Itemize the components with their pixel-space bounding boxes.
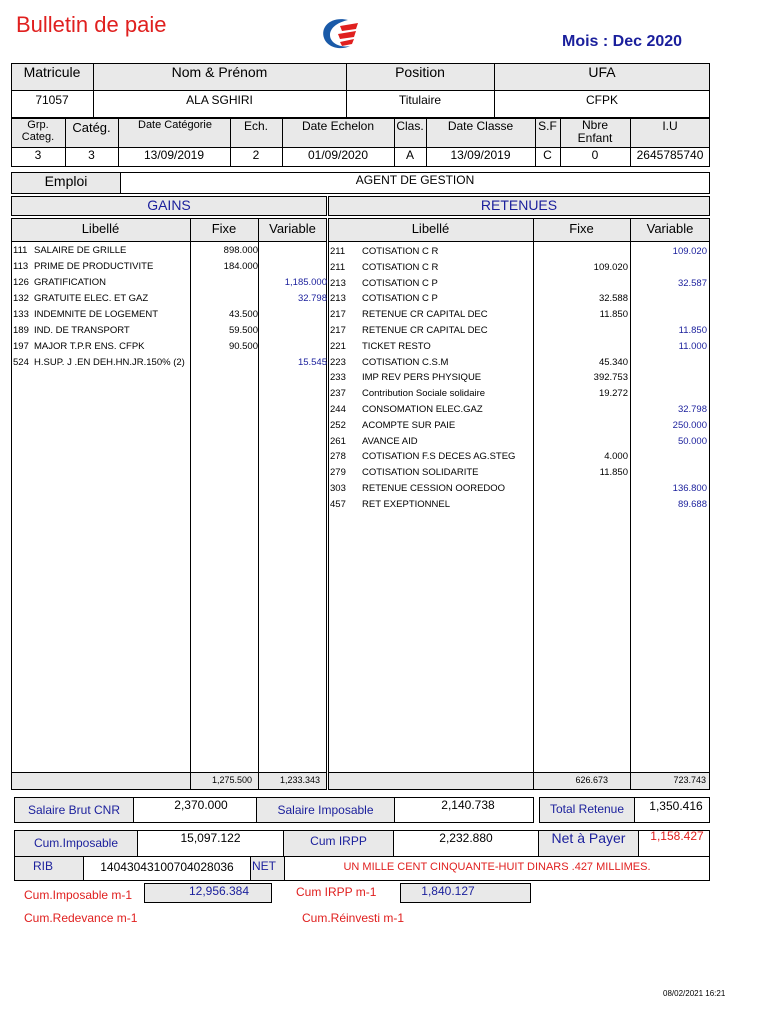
- rib-value: 14043043100704028036: [100, 860, 234, 874]
- retenues-row-variable: 32.587: [677, 277, 707, 289]
- date-categ-label: Date Catégorie: [138, 119, 212, 131]
- retenues-row-label: COTISATION C R: [362, 246, 439, 257]
- retenues-row-label: AVANCE AID: [362, 435, 418, 447]
- cum-reinvesti-m1-label: Cum.Réinvesti m-1: [302, 911, 405, 925]
- nbre-enfant-label: Nbre Enfant: [577, 118, 613, 145]
- gains-row-variable: [258, 307, 327, 322]
- gains-row-label: INDEMNITE DE LOGEMENT: [34, 309, 159, 320]
- rib-label: RIB: [32, 859, 53, 873]
- retenues-row-variable: 11.000: [678, 340, 707, 352]
- retenues-row-label: COTISATION SOLIDARITE: [362, 467, 479, 479]
- retenues-row-label: COTISATION F.S DECES AG.STEG: [362, 451, 516, 463]
- retenues-row-fixe: 392.753: [593, 372, 628, 384]
- net-words: UN MILLE CENT CINQUANTE-HUIT DINARS .427 MILLIMES.: [343, 861, 651, 873]
- gains-title: GAINS: [147, 197, 191, 213]
- cum-irpp-m1-label: Cum IRPP m-1: [296, 885, 377, 899]
- retenues-row-variable: [630, 370, 707, 385]
- retenues-row-code: 213: [330, 277, 346, 289]
- retenues-row-label: COTISATION C R: [362, 261, 439, 273]
- cum-imposable-m1-label: Cum.Imposable m-1: [24, 888, 133, 902]
- gains-row-label: PRIME DE PRODUCTIVITE: [34, 261, 154, 272]
- retenues-row-variable: 89.688: [677, 498, 707, 510]
- retenues-row-variable: [630, 291, 707, 306]
- net-a-payer-value: 1,158.427: [650, 829, 704, 843]
- retenues-row-fixe: [533, 276, 628, 291]
- retenues-row-fixe: [533, 244, 628, 259]
- matricule-label: Matricule: [23, 64, 81, 80]
- gains-row-label: MAJOR T.P.R ENS. CFPK: [34, 341, 145, 352]
- gains-row-fixe: 898.000: [223, 245, 258, 256]
- gains-row-code: 126: [13, 277, 29, 288]
- retenues-total-fixe: 626.673: [575, 775, 608, 785]
- retenues-row-label: RET EXEPTIONNEL: [362, 498, 450, 510]
- total-retenue-value: 1,350.416: [649, 799, 703, 813]
- gains-row-fixe: 43.500: [228, 309, 258, 320]
- print-timestamp: 08/02/2021 16:21: [663, 989, 726, 998]
- salaire-brut-value: 2,370.000: [174, 798, 228, 812]
- gains-row-variable: [258, 259, 327, 274]
- cum-irpp-m1-value: 1,840.127: [421, 884, 475, 898]
- gains-row-fixe: 184.000: [223, 261, 258, 272]
- retenues-row-fixe: [533, 323, 628, 338]
- retenues-row-variable: 109.020: [672, 246, 707, 257]
- nom-label: Nom & Prénom: [171, 64, 268, 80]
- sf-label: S.F: [538, 119, 557, 133]
- gains-row-label: GRATIFICATION: [34, 277, 106, 288]
- cum-redevance-m1-label: Cum.Redevance m-1: [24, 911, 138, 925]
- retenues-row-variable: 50.000: [677, 435, 707, 447]
- date-echelon-value: 01/09/2020: [307, 148, 369, 162]
- grp-categ-value: 3: [34, 148, 42, 162]
- retenues-row-code: 217: [330, 309, 346, 321]
- gains-row-code: 132: [13, 293, 29, 304]
- retenues-row-code: 221: [330, 340, 346, 352]
- cum-imposable-label: Cum.Imposable: [33, 836, 119, 850]
- gains-row-variable: 1,185.000: [284, 277, 327, 288]
- retenues-fixe-header: Fixe: [569, 221, 594, 236]
- retenues-variable-header: Variable: [646, 221, 694, 236]
- retenues-row-fixe: 32.588: [598, 293, 628, 305]
- position-value: Titulaire: [398, 93, 442, 107]
- retenues-row-fixe: [533, 402, 628, 417]
- retenues-row-variable: [630, 386, 707, 401]
- gains-row-fixe: [190, 291, 258, 306]
- retenues-row-fixe: [533, 418, 628, 433]
- gains-row-code: 197: [13, 341, 29, 352]
- company-logo-icon: [318, 14, 362, 54]
- gains-fixe-header: Fixe: [211, 221, 237, 236]
- retenues-row-label: ACOMPTE SUR PAIE: [362, 419, 456, 431]
- gains-row-code: 524: [13, 357, 29, 368]
- retenues-row-variable: 11.850: [678, 325, 707, 336]
- retenues-row-variable: [630, 449, 707, 464]
- matricule-value: 71057: [35, 93, 69, 107]
- salaire-brut-label: Salaire Brut CNR: [27, 803, 121, 817]
- page-title: Bulletin de paie: [16, 12, 167, 37]
- gains-row-label: GRATUITE ELEC. ET GAZ: [34, 293, 149, 304]
- retenues-row-code: 252: [330, 419, 346, 431]
- retenues-row-code: 237: [330, 388, 346, 400]
- gains-row-label: IND. DE TRANSPORT: [34, 325, 130, 336]
- gains-row-variable: [258, 323, 327, 338]
- retenues-row-fixe: [533, 481, 628, 496]
- date-categ-value: 13/09/2019: [143, 148, 205, 162]
- retenues-row-fixe: 11.850: [599, 467, 628, 479]
- retenues-row-label: COTISATION C P: [362, 293, 438, 305]
- retenues-row-code: 261: [330, 435, 346, 447]
- date-classe-value: 13/09/2019: [450, 148, 511, 162]
- retenues-row-label: TICKET RESTO: [362, 340, 431, 352]
- cum-imposable-value: 15,097.122: [180, 831, 241, 845]
- pay-month: Mois : Dec 2020: [562, 33, 683, 50]
- retenues-row-code: 213: [330, 293, 346, 305]
- sf-value: C: [543, 148, 552, 162]
- retenues-row-fixe: [533, 497, 628, 512]
- retenues-row-code: 217: [330, 325, 346, 336]
- iu-value: 2645785740: [636, 148, 704, 162]
- retenues-row-code: 279: [330, 467, 346, 479]
- retenues-row-code: 457: [330, 498, 346, 510]
- grp-categ-label: Grp. Categ.: [21, 119, 55, 143]
- gains-row-fixe: 59.500: [228, 325, 258, 336]
- gains-row-code: 133: [13, 309, 29, 320]
- salaire-imposable-label: Salaire Imposable: [277, 803, 374, 817]
- retenues-row-label: CONSOMATION ELEC.GAZ: [362, 404, 483, 415]
- retenues-row-fixe: 109.020: [593, 261, 628, 273]
- clas-value: A: [405, 148, 414, 162]
- salaire-imposable-value: 2,140.738: [441, 798, 495, 812]
- gains-row-code: 111: [13, 245, 28, 256]
- cum-irpp-label: Cum IRPP: [310, 834, 367, 848]
- retenues-row-label: IMP REV PERS PHYSIQUE: [362, 372, 482, 384]
- retenues-row-code: 244: [330, 404, 346, 415]
- cum-imposable-m1-value: 12,956.384: [188, 884, 250, 898]
- gains-row-variable: 15.545: [297, 357, 327, 368]
- gains-total-variable: 1,233.343: [279, 775, 320, 785]
- retenues-row-variable: [630, 465, 707, 480]
- total-retenue-label: Total Retenue: [549, 802, 625, 816]
- retenues-row-variable: 136.800: [672, 483, 707, 494]
- retenues-row-fixe: 4.000: [604, 451, 628, 463]
- retenues-row-label: COTISATION C P: [362, 277, 438, 289]
- date-echelon-label: Date Echelon: [301, 119, 375, 133]
- retenues-row-variable: 250.000: [672, 419, 707, 431]
- gains-row-variable: 32.798: [297, 293, 327, 304]
- retenues-row-variable: 32.798: [677, 404, 707, 415]
- emploi-label: Emploi: [44, 173, 88, 189]
- gains-row-label: SALAIRE DE GRILLE: [34, 245, 127, 256]
- retenues-row-code: 223: [330, 356, 346, 368]
- retenues-row-fixe: 45.340: [598, 356, 628, 368]
- ech-value: 2: [252, 148, 260, 162]
- retenues-row-code: 303: [330, 483, 346, 494]
- retenues-row-fixe: [533, 339, 628, 354]
- categ-value: 3: [88, 148, 95, 162]
- emploi-value: AGENT DE GESTION: [355, 173, 475, 187]
- retenues-row-label: RETENUE CR CAPITAL DEC: [362, 309, 488, 321]
- retenues-row-label: COTISATION C.S.M: [362, 356, 449, 368]
- gains-variable-header: Variable: [269, 221, 316, 236]
- gains-row-fixe: [190, 275, 258, 290]
- nbre-enfant-value: 0: [591, 148, 599, 162]
- gains-row-code: 113: [13, 261, 29, 272]
- gains-row-fixe: 90.500: [228, 341, 258, 352]
- retenues-total-variable: 723.743: [673, 775, 706, 785]
- cum-irpp-value: 2,232.880: [439, 831, 493, 845]
- retenues-row-variable: [630, 355, 707, 370]
- retenues-row-code: 233: [330, 372, 346, 384]
- retenues-row-code: 211: [330, 246, 346, 257]
- retenues-libelle-header: Libellé: [411, 221, 450, 236]
- ufa-label: UFA: [588, 64, 616, 80]
- ech-label: Ech.: [243, 119, 268, 133]
- retenues-row-code: 278: [330, 451, 346, 463]
- iu-label: I.U: [662, 119, 678, 133]
- retenues-row-fixe: [533, 434, 628, 449]
- gains-row-variable: [258, 339, 327, 354]
- clas-label: Clas.: [396, 119, 424, 133]
- retenues-row-label: RETENUE CESSION OOREDOO: [362, 483, 506, 494]
- retenues-row-variable: [630, 307, 707, 322]
- retenues-row-label: Contribution Sociale solidaire: [362, 388, 486, 400]
- retenues-row-fixe: 19.272: [598, 388, 628, 400]
- retenues-row-fixe: 11.850: [599, 309, 628, 321]
- net-a-payer-label: Net à Payer: [551, 830, 626, 846]
- retenues-row-variable: [630, 260, 707, 275]
- nom-value: ALA SGHIRI: [186, 93, 253, 107]
- gains-libelle-header: Libellé: [81, 221, 120, 236]
- categ-label: Catég.: [72, 120, 111, 135]
- date-classe-label: Date Classe: [447, 119, 514, 133]
- gains-row-variable: [258, 243, 327, 258]
- gains-row-label: H.SUP. J .EN DEH.HN.JR.150% (2): [34, 357, 185, 368]
- gains-total-fixe: 1,275.500: [211, 775, 252, 785]
- position-label: Position: [395, 64, 445, 80]
- gains-row-fixe: [190, 355, 258, 370]
- gains-row-code: 189: [13, 325, 29, 336]
- retenues-row-label: RETENUE CR CAPITAL DEC: [362, 325, 488, 336]
- net-label: NET: [252, 859, 276, 873]
- retenues-title: RETENUES: [480, 197, 558, 213]
- ufa-value: CFPK: [585, 93, 618, 107]
- retenues-row-code: 211: [330, 261, 346, 273]
